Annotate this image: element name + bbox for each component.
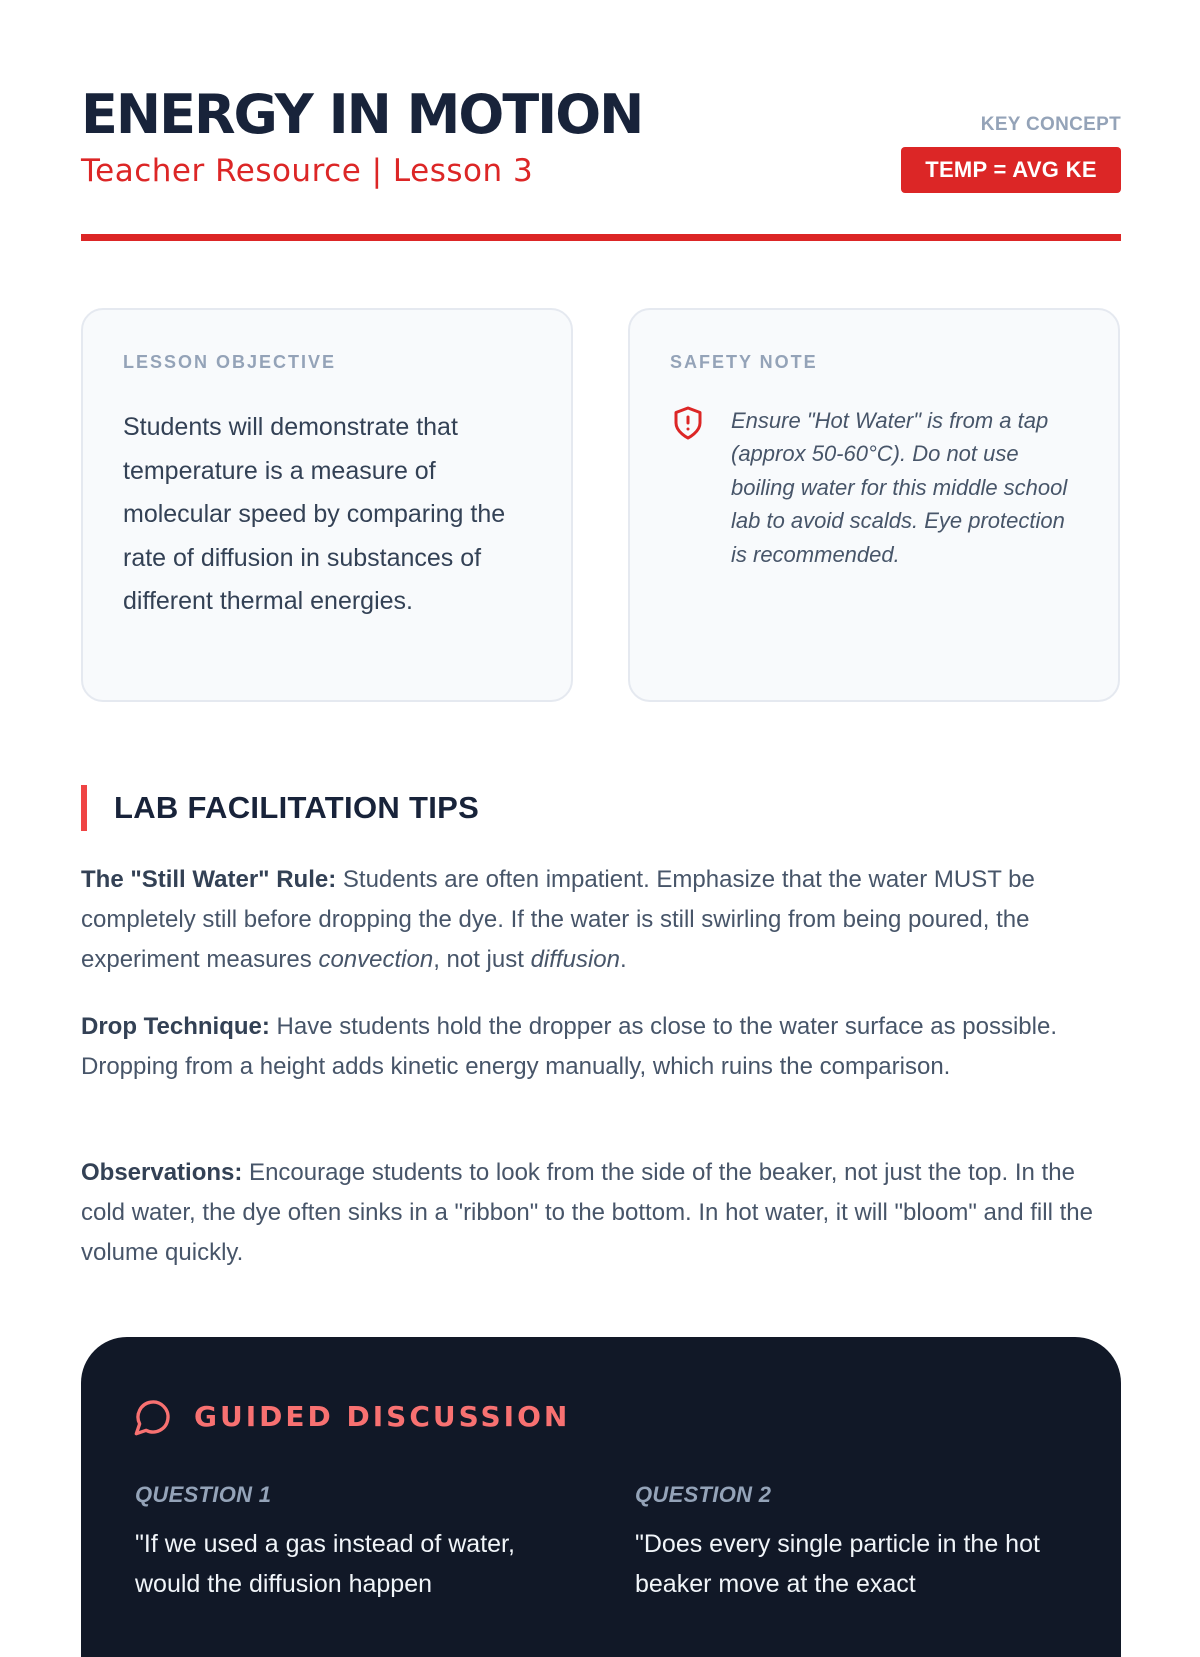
key-concept-badge: TEMP = AVG KE — [901, 147, 1121, 193]
tip-heading: Drop Technique: — [81, 1013, 270, 1040]
tip-text: Have students hold the dropper as close to the water surface as possible. Dropping from a height adds kinetic energy manually, which ruins the comparison. — [81, 1013, 1058, 1080]
shield-alert-icon — [670, 404, 706, 442]
tip-text: Students are often impatient. Emphasize that the water MUST be completely still before dropping the dye. If the water is still swirling from being poured, the experiment measures — [81, 866, 1035, 973]
tip-text: , not just — [433, 946, 531, 973]
tip-paragraph — [81, 1153, 1121, 1273]
objective-text: Students will demonstrate that temperature is a measure of molecular speed by comparing the rate of diffusion in substances of different thermal energies. — [123, 413, 506, 615]
section-accent-bar — [81, 785, 87, 831]
page-subtitle: Teacher Resource | Lesson 3 — [81, 153, 534, 189]
key-concept-label: KEY CONCEPT — [980, 114, 1121, 135]
tip-emphasis: convection — [318, 946, 434, 973]
header — [81, 0, 1121, 242]
safety-card — [628, 308, 1120, 702]
tip-paragraph — [81, 860, 1121, 980]
tip-heading: Observations: — [81, 1159, 243, 1186]
discussion-heading: GUIDED DISCUSSION — [194, 1400, 571, 1433]
safety-label: SAFETY NOTE — [670, 352, 818, 372]
tip-text: Encourage students to look from the side of the beaker, not just the top. In the cold water, the dye often sinks in a "ribbon" to the bottom. In hot water, it will "bloom" and fill the volume quickly. — [81, 1159, 1093, 1266]
question-text: "If we used a gas instead of water, would the diffusion happen — [135, 1530, 515, 1598]
discussion-panel — [81, 1337, 1121, 1657]
question-text: "Does every single particle in the hot beaker move at the exact — [635, 1530, 1040, 1598]
tip-heading: The "Still Water" Rule: — [81, 866, 337, 893]
tip-text: . — [619, 946, 627, 973]
tip-paragraph — [81, 1007, 1121, 1087]
objective-label: LESSON OBJECTIVE — [123, 352, 337, 372]
tip-emphasis: diffusion — [530, 946, 620, 973]
speech-bubble-icon — [133, 1397, 173, 1437]
page — [81, 0, 1121, 1598]
page-title: ENERGY IN MOTION — [81, 83, 643, 146]
tips-heading: LAB FACILITATION TIPS — [114, 790, 480, 825]
safety-text: Ensure "Hot Water" is from a tap (approx 50-60°C). Do not use boiling water for this middle school lab to avoid scalds. Eye protection is recommended. — [731, 408, 1068, 567]
header-divider — [81, 234, 1121, 241]
objective-card — [81, 308, 573, 702]
question-label: QUESTION 2 — [635, 1482, 772, 1507]
question-label: QUESTION 1 — [135, 1482, 272, 1507]
